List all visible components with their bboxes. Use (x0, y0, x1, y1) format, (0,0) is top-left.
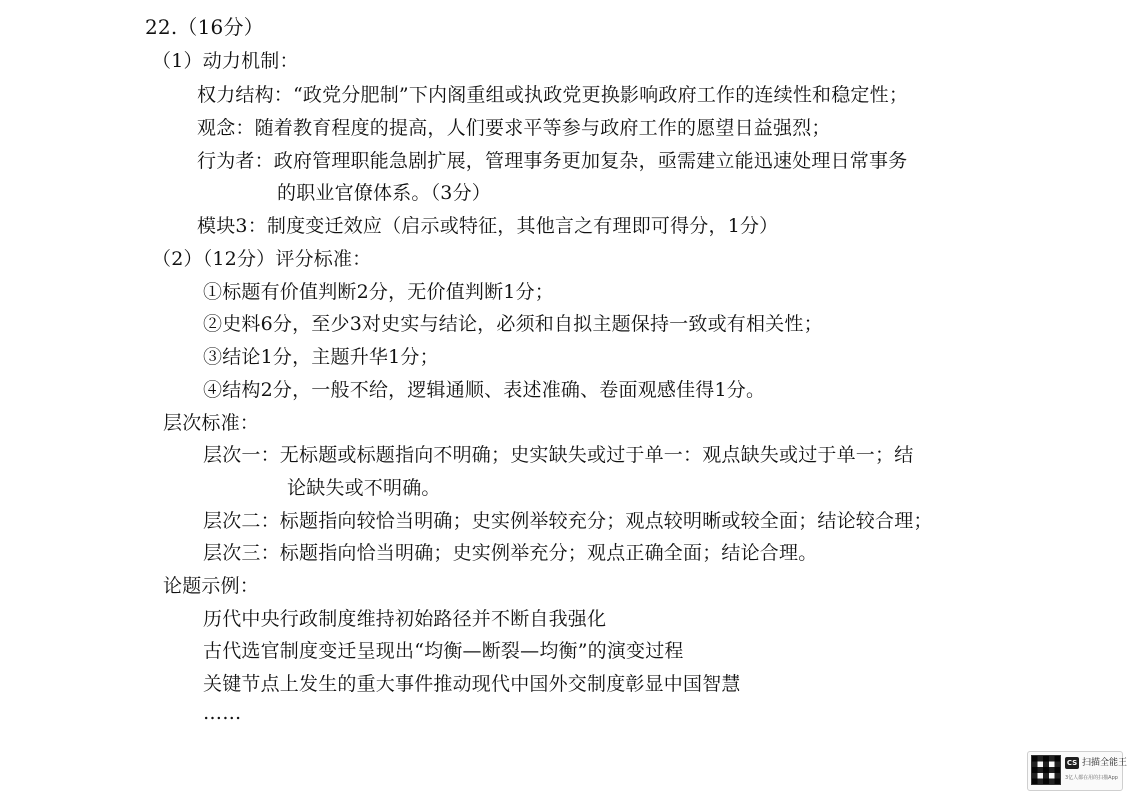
scanner-watermark (1027, 751, 1128, 791)
level1-text-line1: 层次一：无标题或标题指向不明确；史实缺失或过于单一：观点缺失或过于单一；结 (203, 444, 914, 466)
criterion-item: ①标题有价值判断2分，无价值判断1分； (203, 281, 554, 303)
example-ellipsis: …… (203, 702, 242, 724)
level3-text: 层次三：标题指向恰当明确；史实例举充分；观点正确全面；结论合理。 (203, 542, 818, 564)
watermark-tagline: 3亿人都在用的扫描App (1065, 775, 1118, 781)
power-structure-text: 权力结构：“政党分肥制”下内阁重组或执政党更换影响政府工作的连续性和稳定性； (197, 84, 909, 106)
example-item: 古代选官制度变迁呈现出“均衡—断裂—均衡”的演变过程 (203, 640, 684, 662)
concept-text: 观念：随着教育程度的提高，人们要求平等参与政府工作的愿望日益强烈； (197, 117, 831, 139)
camscanner-logo-icon: CS (1066, 759, 1078, 767)
levels-label: 层次标准： (163, 412, 260, 434)
level2-text: 层次二：标题指向较恰当明确；史实例举较充分；观点较明晰或较全面；结论较合理； (203, 510, 933, 532)
part1-label: （1）动力机制： (152, 50, 299, 72)
example-item: 关键节点上发生的重大事件推动现代中国外交制度彰显中国智慧 (203, 673, 741, 695)
qr-code-icon (1032, 756, 1060, 784)
criterion-item: ④结构2分，一般不给，逻辑通顺、表述准确、卷面观感佳得1分。 (203, 379, 766, 401)
question-heading: 22.（16分） (145, 15, 264, 39)
level1-text-line2: 论缺失或不明确。 (287, 477, 441, 499)
examples-label: 论题示例： (163, 575, 260, 597)
part2-label: （2）（12分）评分标准： (152, 248, 372, 270)
criterion-item: ③结论1分，主题升华1分； (203, 346, 439, 368)
actor-text-line2: 的职业官僚体系。（3分） (277, 182, 491, 204)
actor-text-line1: 行为者：政府管理职能急剧扩展，管理事务更加复杂，亟需建立能迅速处理日常事务 (197, 150, 908, 172)
example-item: 历代中央行政制度维持初始路径并不断自我强化 (203, 608, 607, 630)
criterion-item: ②史料6分，至少3对史实与结论，必须和自拟主题保持一致或有相关性； (203, 313, 823, 335)
module-text: 模块3：制度变迁效应（启示或特征，其他言之有理即可得分，1分） (197, 215, 779, 237)
watermark-app-name: 扫描全能王 (1082, 758, 1128, 768)
